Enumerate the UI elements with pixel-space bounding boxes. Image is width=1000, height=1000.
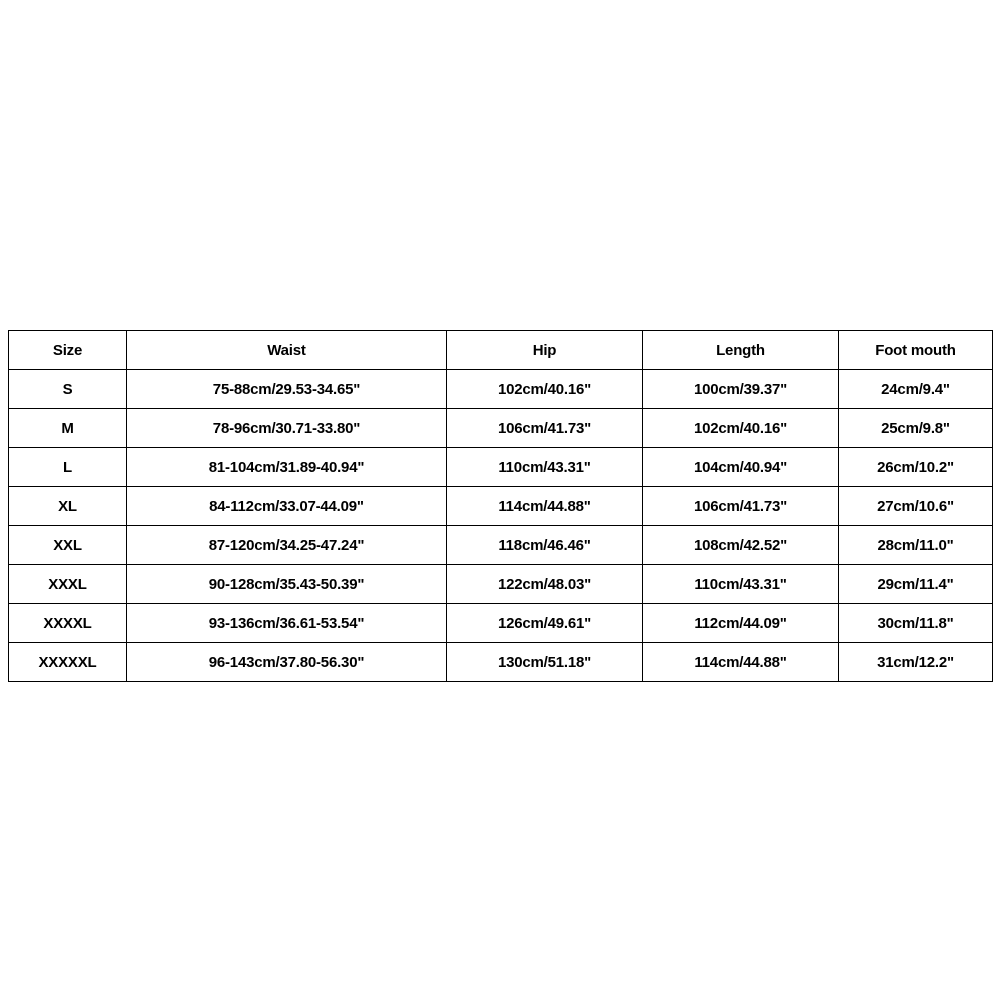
column-header-hip: Hip [447, 331, 643, 370]
cell-length: 104cm/40.94" [643, 448, 839, 487]
cell-foot-mouth: 29cm/11.4" [839, 565, 993, 604]
cell-size: XXL [9, 526, 127, 565]
cell-waist: 96-143cm/37.80-56.30" [127, 643, 447, 682]
cell-waist: 93-136cm/36.61-53.54" [127, 604, 447, 643]
cell-size: M [9, 409, 127, 448]
cell-foot-mouth: 25cm/9.8" [839, 409, 993, 448]
column-header-waist: Waist [127, 331, 447, 370]
cell-hip: 114cm/44.88" [447, 487, 643, 526]
cell-waist: 78-96cm/30.71-33.80" [127, 409, 447, 448]
cell-hip: 130cm/51.18" [447, 643, 643, 682]
cell-waist: 90-128cm/35.43-50.39" [127, 565, 447, 604]
cell-waist: 87-120cm/34.25-47.24" [127, 526, 447, 565]
cell-size: L [9, 448, 127, 487]
cell-foot-mouth: 27cm/10.6" [839, 487, 993, 526]
cell-length: 114cm/44.88" [643, 643, 839, 682]
cell-hip: 122cm/48.03" [447, 565, 643, 604]
table-row [9, 526, 993, 565]
cell-foot-mouth: 30cm/11.8" [839, 604, 993, 643]
cell-length: 106cm/41.73" [643, 487, 839, 526]
cell-hip: 126cm/49.61" [447, 604, 643, 643]
table-row [9, 409, 993, 448]
column-header-size: Size [9, 331, 127, 370]
cell-length: 100cm/39.37" [643, 370, 839, 409]
cell-hip: 106cm/41.73" [447, 409, 643, 448]
cell-size: XL [9, 487, 127, 526]
cell-length: 102cm/40.16" [643, 409, 839, 448]
table-row [9, 604, 993, 643]
cell-size: XXXL [9, 565, 127, 604]
cell-waist: 84-112cm/33.07-44.09" [127, 487, 447, 526]
table-row [9, 565, 993, 604]
column-header-length: Length [643, 331, 839, 370]
table-body [9, 370, 993, 682]
table-row [9, 448, 993, 487]
cell-length: 110cm/43.31" [643, 565, 839, 604]
cell-size: XXXXL [9, 604, 127, 643]
size-chart-table [8, 330, 993, 682]
cell-foot-mouth: 24cm/9.4" [839, 370, 993, 409]
table-row [9, 487, 993, 526]
cell-size: XXXXXL [9, 643, 127, 682]
table-header [9, 331, 993, 370]
cell-foot-mouth: 26cm/10.2" [839, 448, 993, 487]
table-row [9, 370, 993, 409]
cell-length: 108cm/42.52" [643, 526, 839, 565]
table-row [9, 643, 993, 682]
cell-hip: 118cm/46.46" [447, 526, 643, 565]
cell-hip: 102cm/40.16" [447, 370, 643, 409]
cell-size: S [9, 370, 127, 409]
column-header-foot-mouth: Foot mouth [839, 331, 993, 370]
table-header-row [9, 331, 993, 370]
size-chart-container [8, 330, 992, 682]
cell-foot-mouth: 31cm/12.2" [839, 643, 993, 682]
cell-foot-mouth: 28cm/11.0" [839, 526, 993, 565]
cell-waist: 81-104cm/31.89-40.94" [127, 448, 447, 487]
cell-length: 112cm/44.09" [643, 604, 839, 643]
cell-waist: 75-88cm/29.53-34.65" [127, 370, 447, 409]
cell-hip: 110cm/43.31" [447, 448, 643, 487]
